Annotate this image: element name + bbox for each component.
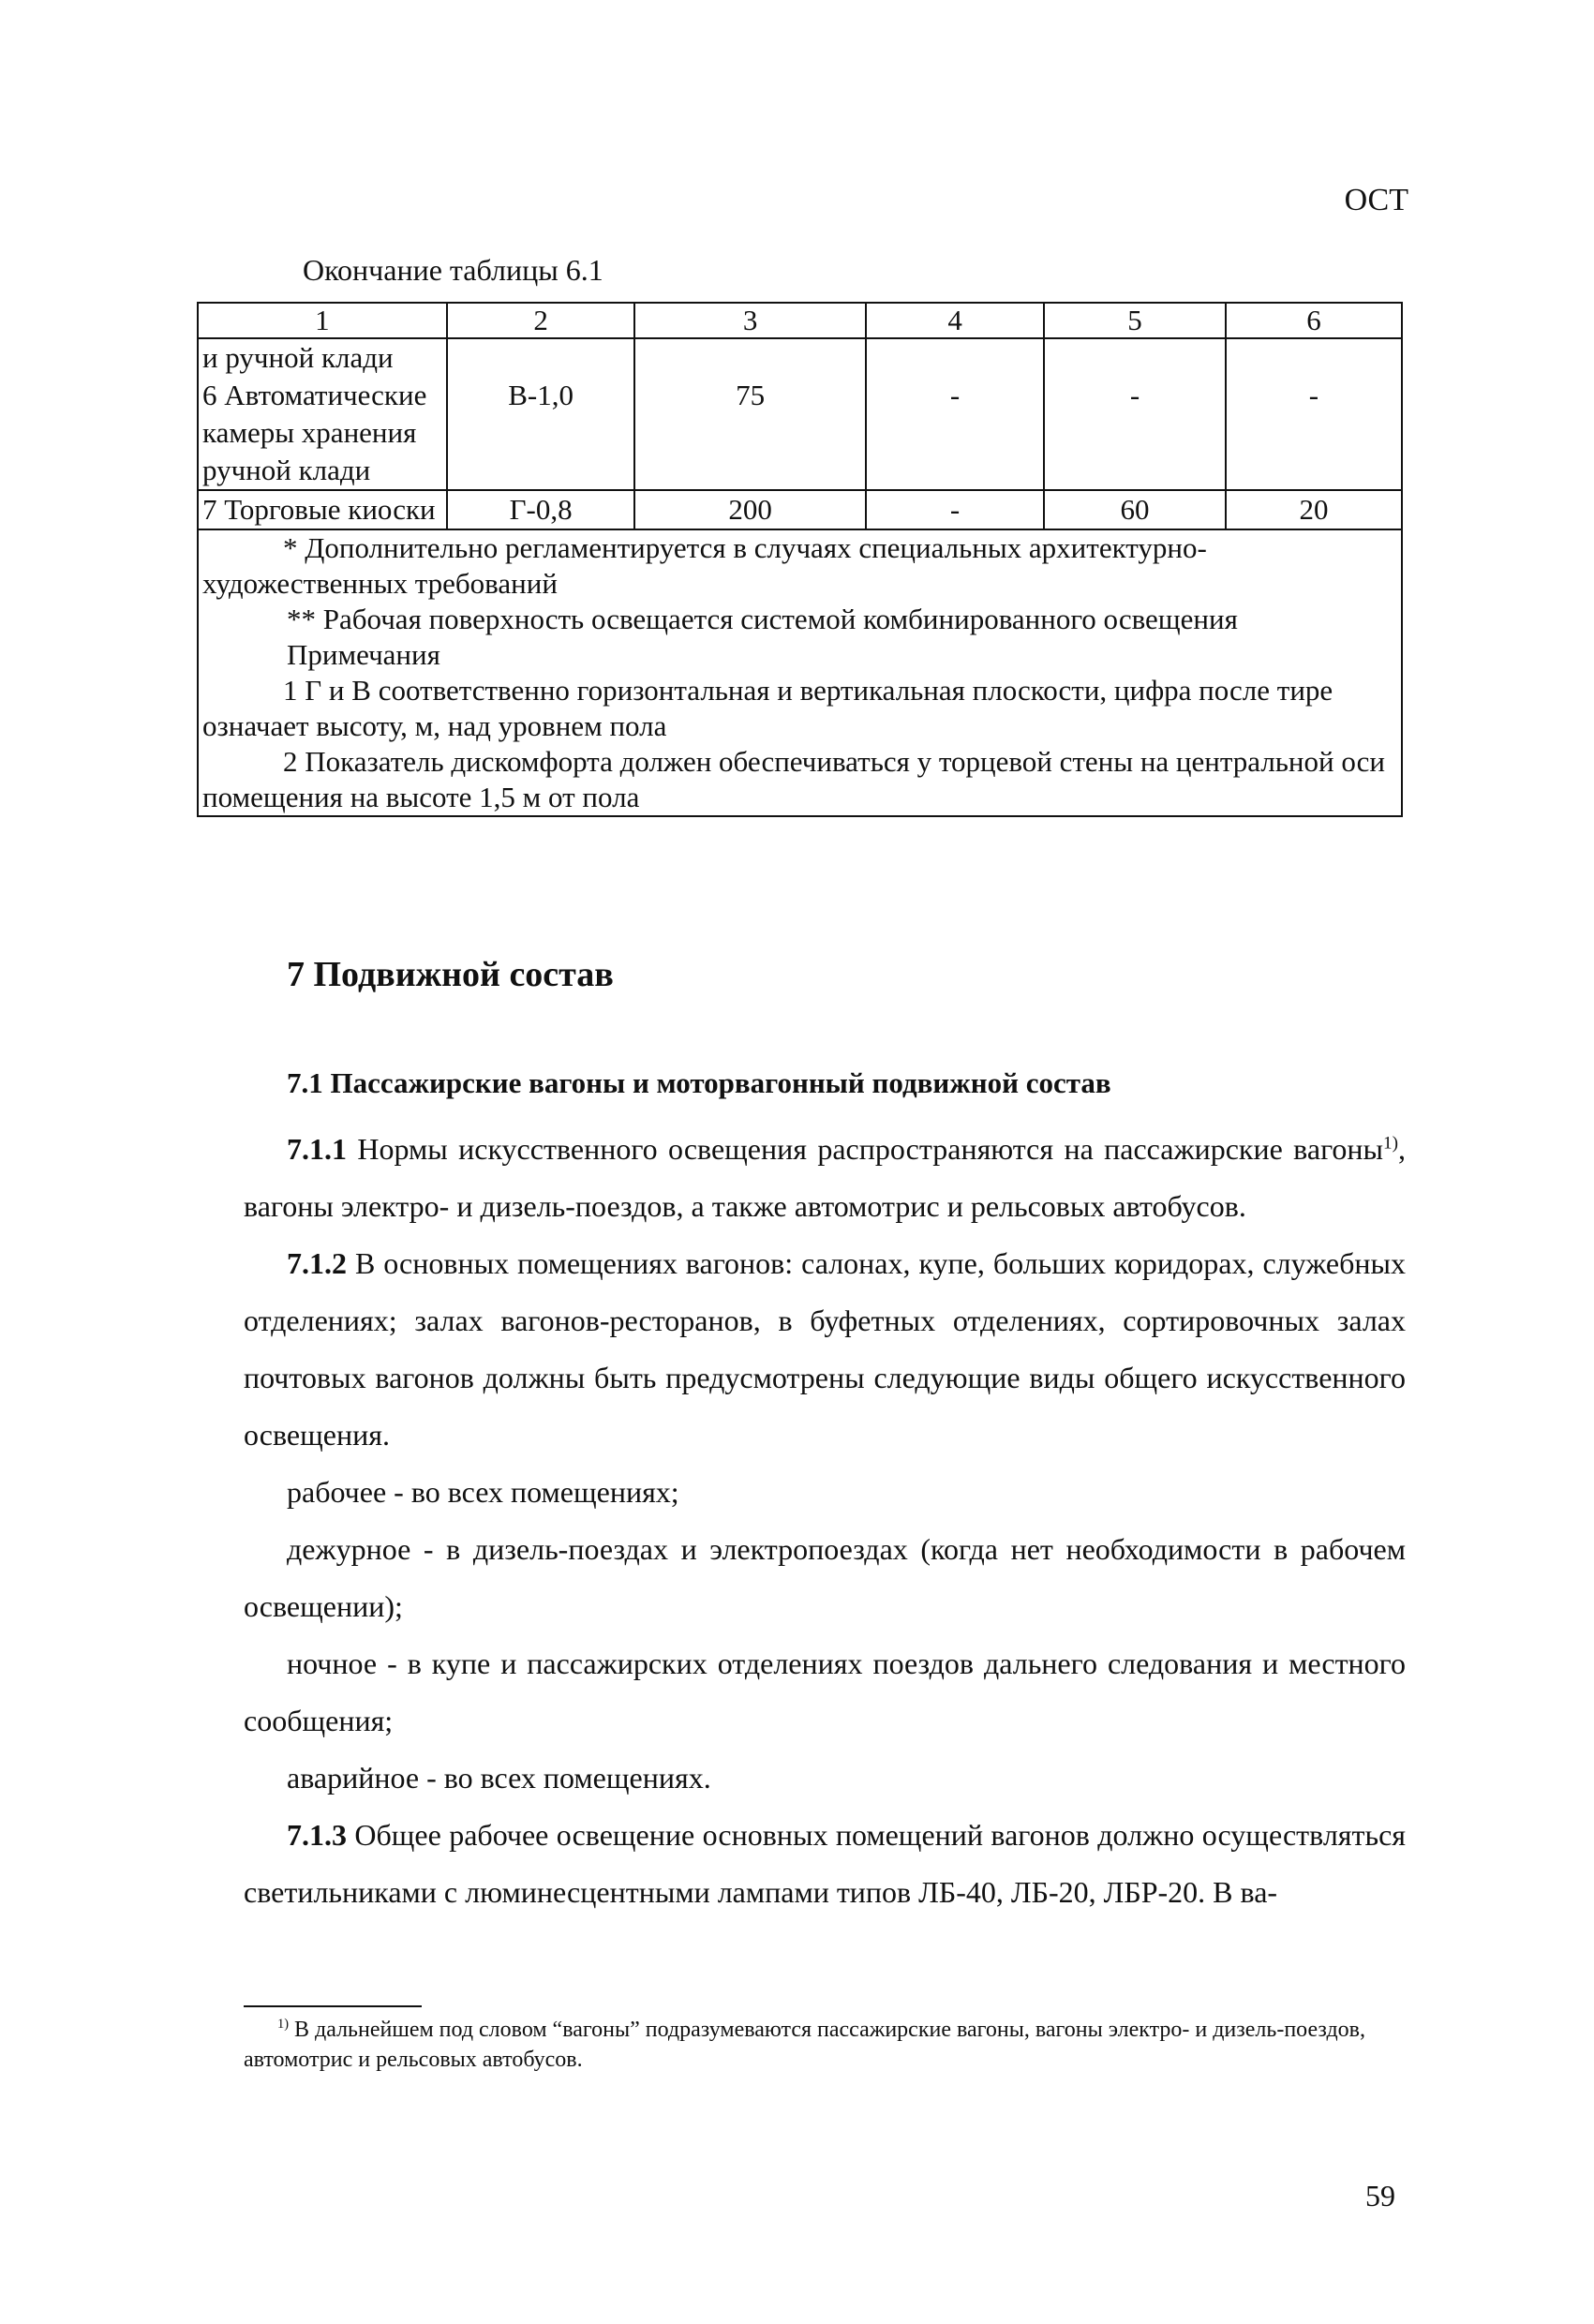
table-cell: 200 — [634, 490, 866, 529]
note-planes: 1 Г и В соответственно горизонтальная и вертикальная плоскости, цифра после тире означает высоту, м, над уровнем пола — [202, 674, 1333, 742]
table-notes — [198, 529, 1402, 816]
col-number-6: 6 — [1226, 303, 1402, 338]
note-discomfort: 2 Показатель дискомфорта должен обеспечиваться у торцевой стены на центральной оси помещения на высоте 1,5 м от пола — [202, 745, 1385, 813]
row-name: 7 Торговые киоски — [198, 490, 447, 529]
list-item: рабочее - во всех помещениях; — [287, 1475, 679, 1509]
table-cell: - — [1044, 338, 1226, 490]
col-number-1: 1 — [198, 303, 447, 338]
table-row — [198, 490, 1402, 529]
document-code: ОСТ — [1344, 183, 1408, 217]
table-notes-row — [198, 529, 1402, 816]
page-number: 59 — [1365, 2179, 1395, 2212]
table-cell: Г-0,8 — [447, 490, 634, 529]
table-cell: 75 — [634, 338, 866, 490]
col-number-3: 3 — [634, 303, 866, 338]
continued-text: и ручной клади — [202, 341, 394, 374]
table-cell: 60 — [1044, 490, 1226, 529]
col-number-2: 2 — [447, 303, 634, 338]
paragraph-7-1-3: 7.1.3 Общее рабочее освещение основных помещений вагонов должно осуществляться светильниками с люминесцентными лампами типов ЛБ-40, ЛБ-20, ЛБР-20. В ва- — [244, 1818, 1406, 1909]
table-header-row — [198, 303, 1402, 338]
notes-title: Примечания — [287, 638, 440, 671]
lighting-norms-table — [197, 302, 1403, 817]
table-row — [198, 338, 1402, 490]
row-name: 6 Автоматические камеры хранения ручной клади — [202, 379, 427, 486]
table-cell: В-1,0 — [447, 338, 634, 490]
section-title: 7 Подвижной состав — [287, 955, 614, 994]
row-name-cell — [198, 338, 447, 490]
list-item: ночное - в купе и пассажирских отделениях поездов дальнего следования и местного сообщения; — [244, 1646, 1406, 1737]
note-architectural: * Дополнительно регламентируется в случаях специальных архитектурно-художественных требований — [202, 531, 1207, 600]
table-cell: - — [1226, 338, 1402, 490]
footnote-ref: 1) — [1383, 1133, 1398, 1154]
footnote-mark: 1) — [277, 2017, 289, 2032]
col-number-5: 5 — [1044, 303, 1226, 338]
table-cell: - — [866, 490, 1044, 529]
paragraph-7-1-2: 7.1.2 В основных помещениях вагонов: салонах, купе, больших коридорах, служебных отделениях; залах вагонов-ресторанов, в буфетных отделениях, сортировочных залах почтовых вагонов должны быть предусмотрены следующие виды общего искусственного освещения. — [244, 1246, 1406, 1452]
table-cell: 20 — [1226, 490, 1402, 529]
list-item: дежурное - в дизель-поездах и электропоездах (когда нет необходимости в рабочем освещении); — [244, 1532, 1406, 1623]
table-caption: Окончание таблицы 6.1 — [303, 253, 603, 287]
list-item: аварийное - во всех помещениях. — [287, 1761, 711, 1795]
footnote-separator — [244, 2005, 422, 2007]
table-cell: - — [866, 338, 1044, 490]
section-body — [244, 1121, 1406, 1921]
footnote-text: В дальнейшем под словом “вагоны” подразумеваются пассажирские вагоны, вагоны электро- и дизель-поездов, автомотрис и рельсовых автобусов. — [244, 2018, 1365, 2072]
note-combined-lighting: ** Рабочая поверхность освещается системой комбинированного освещения — [287, 603, 1238, 635]
paragraph-7-1-1: 7.1.1 Нормы искусственного освещения распространяются на пассажирские вагоны$^{1)}$, вагоны электро- и дизель-поездов, а также автомотрис и рельсовых автобусов. — [244, 1132, 1406, 1223]
subsection-title: 7.1 Пассажирские вагоны и моторвагонный подвижной состав — [287, 1066, 1111, 1099]
footnote — [244, 2015, 1378, 2075]
col-number-4: 4 — [866, 303, 1044, 338]
